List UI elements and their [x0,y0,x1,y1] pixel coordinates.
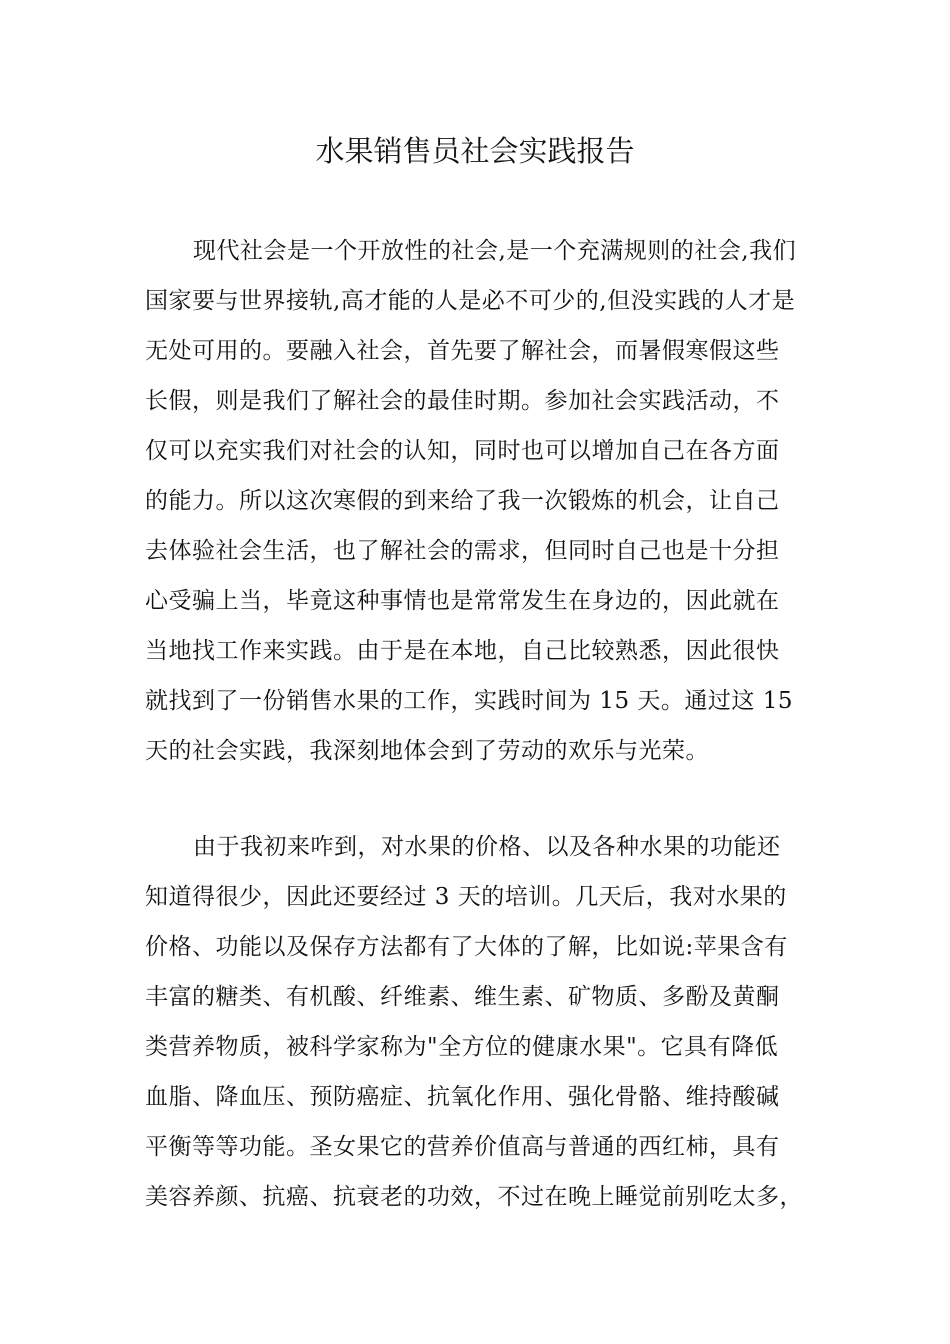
paragraph-line: 国家要与世界接轨,高才能的人是必不可少的,但没实践的人才是 [145,288,796,314]
paragraph-line: 价格、功能以及保存方法都有了大体的了解，比如说:苹果含有 [145,934,788,960]
paragraph-line: 类营养物质，被科学家称为"全方位的健康水果"。它具有降低 [145,1034,779,1060]
paragraph-line: 的能力。所以这次寒假的到来给了我一次锻炼的机会，让自己 [145,488,780,514]
paragraph-line: 就找到了一份销售水果的工作，实践时间为 15 天。通过这 15 [145,688,793,714]
paragraph-line: 去体验社会生活，也了解社会的需求，但同时自己也是十分担 [145,538,780,564]
paragraph-line: 天的社会实践，我深刻地体会到了劳动的欢乐与光荣。 [145,738,709,764]
paragraph-line: 血脂、降血压、预防癌症、抗氧化作用、强化骨骼、维持酸碱 [145,1084,780,1110]
paragraph-line: 仅可以充实我们对社会的认知，同时也可以增加自己在各方面 [145,438,780,464]
paragraph-line: 美容养颜、抗癌、抗衰老的功效，不过在晚上睡觉前别吃太多， [145,1184,803,1210]
paragraph-intro [145,226,807,776]
paragraph-line: 丰富的糖类、有机酸、纤维素、维生素、矿物质、多酚及黄酮 [145,984,780,1010]
paragraph-line: 当地找工作来实践。由于是在本地，自己比较熟悉，因此很快 [145,638,780,664]
paragraph-line: 由于我初来咋到，对水果的价格、以及各种水果的功能还 [193,834,781,860]
paragraph-line: 知道得很少，因此还要经过 3 天的培训。几天后，我对水果的 [145,884,787,910]
document-title: 水果销售员社会实践报告 [315,134,635,168]
paragraph-line: 现代社会是一个开放性的社会,是一个充满规则的社会,我们 [193,238,797,264]
paragraph-fruit-knowledge [145,822,807,1222]
paragraph-line: 平衡等等功能。圣女果它的营养价值高与普通的西红柿，具有 [145,1134,780,1160]
paragraph-line: 长假，则是我们了解社会的最佳时期。参加社会实践活动，不 [145,388,780,414]
paragraph-line: 无处可用的。要融入社会，首先要了解社会，而暑假寒假这些 [145,338,780,364]
paragraph-line: 心受骗上当，毕竟这种事情也是常常发生在身边的，因此就在 [145,588,780,614]
